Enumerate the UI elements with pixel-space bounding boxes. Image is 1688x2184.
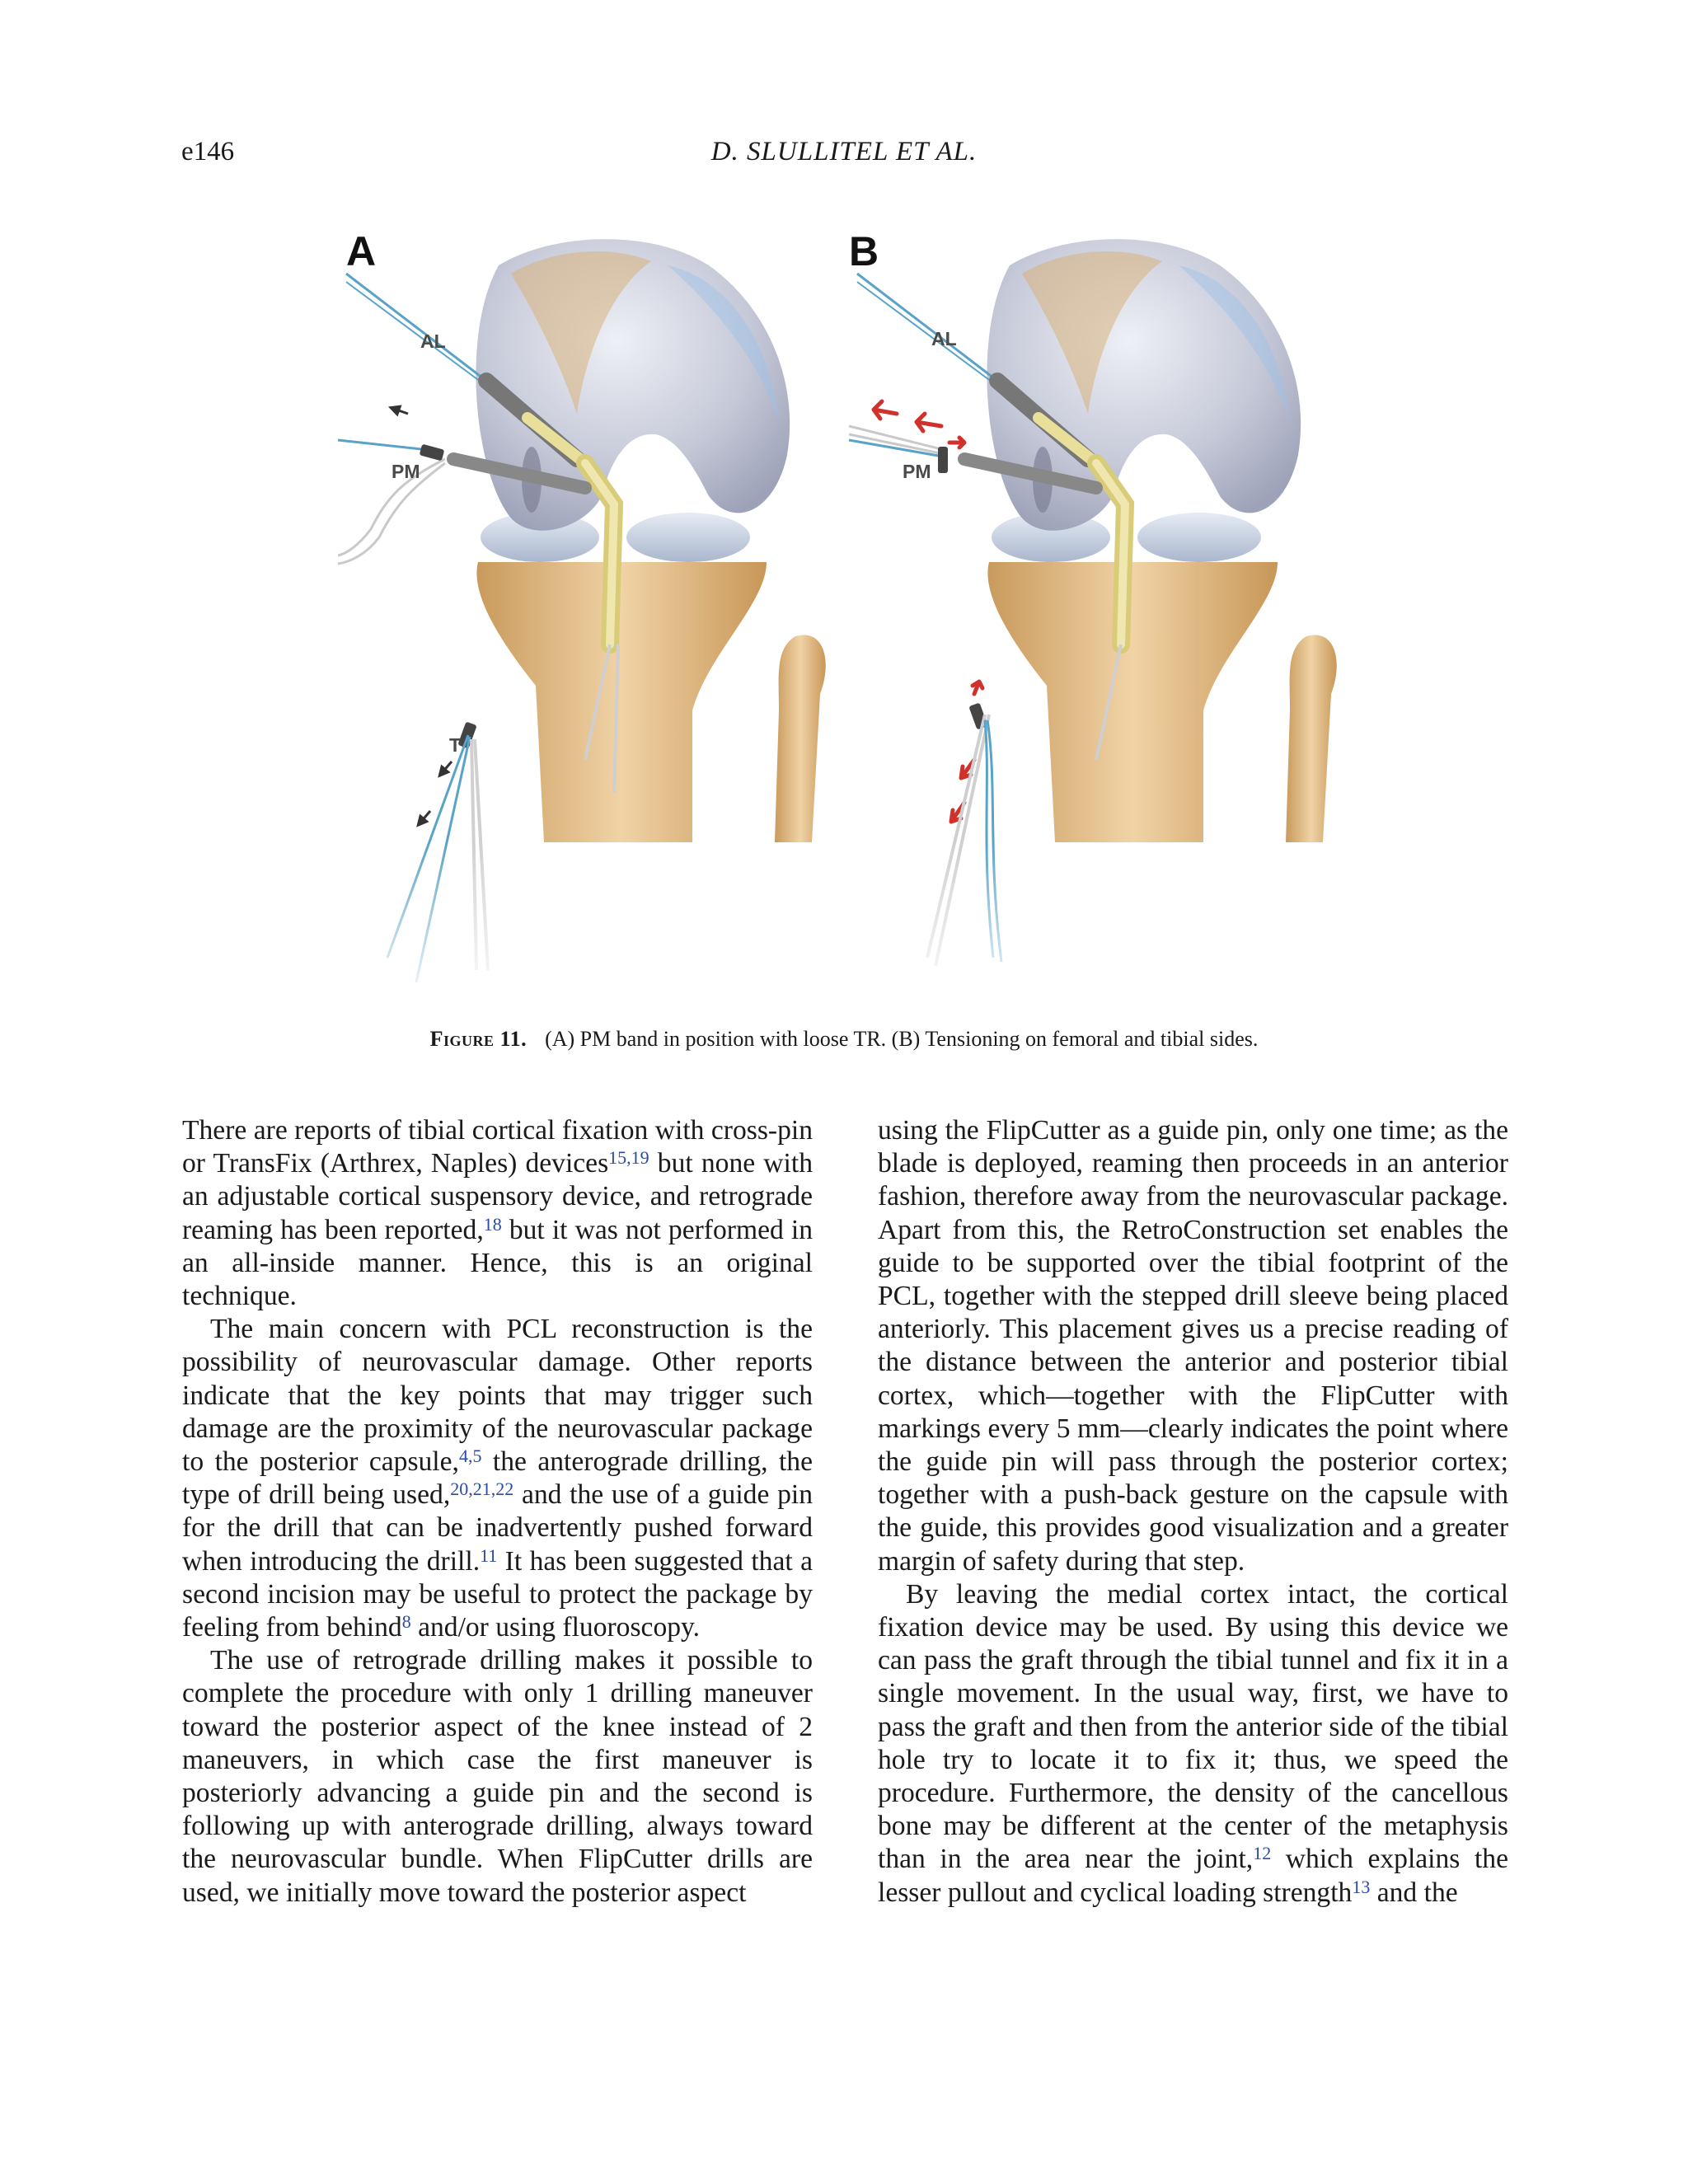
paragraph: [182, 1114, 813, 1313]
caption-label: Figure 11.: [429, 1027, 528, 1051]
text-run: which explains the lesser pullout and cyclical loading strength: [878, 1844, 1508, 1908]
text-run: There are reports of tibial cortical fixation with cross-pin or TransFix (Arthrex, Naples) devices: [182, 1115, 813, 1179]
label-pm-b: PM: [903, 461, 931, 482]
fibula-a: [775, 635, 826, 842]
citation-link[interactable]: 12: [1253, 1843, 1272, 1864]
caption-text: (A) PM band in position with loose TR. (B) Tensioning on femoral and tibial sides.: [545, 1027, 1259, 1051]
text-run: and the: [1370, 1877, 1458, 1908]
knee-illustration: [338, 216, 1360, 1007]
text-run: By leaving the medial cortex intact, the cortical fixation device may be used. By using this device we can pass the graft through the tibial tunnel and fix it in a single movement. In the usual way, first, we have to pass the graft and then from the anterior side of the tibial hole try to locate it to fix it; thus, we speed the procedure. Furthermore, the density of the cancellous bone may be different at the center of the metaphysis than in the area near the joint,: [878, 1578, 1508, 1875]
citation-link[interactable]: 11: [480, 1544, 498, 1566]
body-column-right: [878, 1114, 1508, 1910]
citation-link[interactable]: 13: [1352, 1876, 1371, 1897]
text-run: It has been suggested that a second incision may be useful to protect the package by feeling from behind: [182, 1545, 813, 1643]
al-wire-a: [346, 274, 486, 381]
fibula-b: [1286, 635, 1337, 842]
citation-link[interactable]: 8: [401, 1611, 411, 1633]
text-run: and the use of a guide pin for the drill that can be inadvertently pushed forward when introducing the drill.: [182, 1479, 813, 1577]
panel-a-letter: A: [346, 228, 377, 274]
paragraph: [182, 1644, 813, 1910]
al-wire-b: [857, 274, 997, 381]
citation-link[interactable]: 20,21,22: [450, 1479, 514, 1500]
text-run: The main concern with PCL reconstruction is the possibility of neurovascular damage. Other reports indicate that the key points that may trigger such damage are the proximity of the neurovascular package to the posterior capsule,: [182, 1314, 813, 1478]
pm-button-a: [420, 444, 445, 462]
panel-b-letter: B: [849, 228, 879, 274]
text-run: and/or using fluoroscopy.: [410, 1612, 701, 1643]
text-run: but it was not performed in an all-inside manner. Hence, this is an original technique.: [182, 1214, 813, 1312]
paragraph: [878, 1114, 1508, 1578]
figure-caption: [181, 1027, 1507, 1052]
citation-link[interactable]: 15,19: [608, 1147, 649, 1169]
meniscus-lateral-b: [1137, 513, 1261, 562]
running-title: D. SLULLITEL ET AL.: [710, 137, 978, 166]
figure-11: [338, 216, 1360, 1007]
meniscus-lateral-a: [626, 513, 750, 562]
citation-link[interactable]: 18: [483, 1213, 502, 1235]
body-column-left: [182, 1114, 813, 1910]
pm-wire-b: [849, 440, 948, 457]
running-head: [181, 137, 1507, 178]
arrow-t2-a: [420, 811, 430, 823]
page-number: e146: [181, 137, 235, 166]
label-t-a: T: [449, 734, 462, 756]
pm-button-b: [938, 447, 948, 473]
tibia-a: [476, 562, 767, 842]
text-run: but none with an adjustable cortical suspensory device, and retrograde reaming has been reported,: [182, 1148, 813, 1245]
paragraph: [878, 1578, 1508, 1910]
text-run: The use of retrograde drilling makes it possible to complete the procedure with only 1 drilling maneuver toward the posterior aspect of the knee instead of 2 maneuvers, in which case the first maneuver is posteriorly advancing a guide pin and the second is following up with anterograde drilling, always toward the neurovascular bundle. When FlipCutter drills are used, we initially move toward the posterior aspect: [182, 1645, 813, 1908]
label-pm-a: PM: [392, 461, 420, 482]
arrow-pm-a: [394, 409, 408, 414]
label-al-a: AL: [420, 330, 446, 352]
paragraph: [182, 1313, 813, 1644]
tibia-b: [987, 562, 1278, 842]
text-run: using the FlipCutter as a guide pin, only one time; as the blade is deployed, reaming then proceeds in an anterior fashion, therefore away from the neurovascular package. Apart from this, the RetroConstruction set enables the guide to be supported over the tibial footprint of the PCL, together with the stepped drill sleeve being placed anteriorly. This placement gives us a precise reading of the distance between the anterior and posterior tibial cortex, which—together with the FlipCutter with markings every 5 mm—clearly indicates the point where the guide pin will pass through the posterior cortex; together with a push-back gesture on the capsule with the guide, this provides good visualization and a greater margin of safety during that step.: [878, 1115, 1508, 1577]
arrow-t1-a: [442, 762, 452, 773]
label-al-b: AL: [931, 328, 957, 349]
citation-link[interactable]: 4,5: [458, 1446, 482, 1467]
text-run: the anterograde drilling, the type of drill being used,: [182, 1446, 813, 1511]
